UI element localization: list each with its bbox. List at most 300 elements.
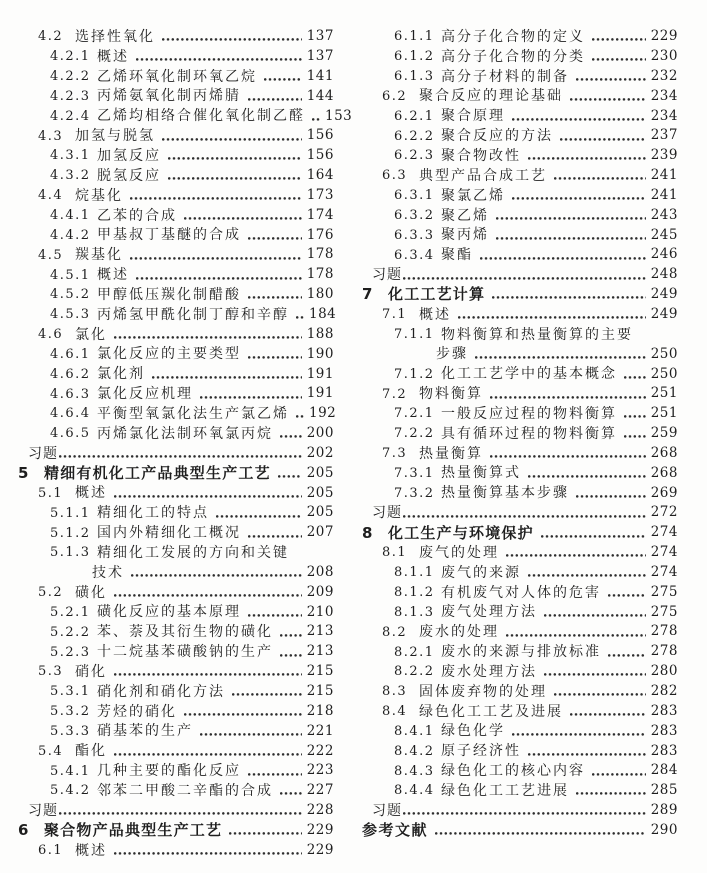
entry-number: 8.4.1 [394, 723, 435, 739]
toc-subsection-entry [18, 106, 353, 126]
entry-page-number: 274 [650, 544, 678, 561]
entry-title: 一般反应过程的物料衡算 [441, 405, 617, 422]
toc-subsection-entry [18, 285, 334, 305]
dot-leader [130, 257, 302, 260]
toc-subsection-entry [18, 206, 334, 226]
entry-page-number: 248 [650, 266, 678, 283]
entry-title: 习题 [372, 267, 402, 284]
entry-page-number: 141 [306, 67, 334, 84]
toc-subsection-entry [362, 67, 678, 87]
toc-section-entry [18, 841, 334, 861]
entry-number: 5.1.3 [50, 545, 91, 561]
entry-title: 乙苯的合成 [97, 207, 177, 224]
toc-section-entry [362, 543, 678, 563]
entry-number: 4.5.3 [50, 307, 91, 323]
toc-exercises-entry [362, 265, 678, 285]
entry-title: 化工工艺计算 [388, 285, 486, 304]
entry-title: 技术 [92, 564, 124, 581]
entry-title: 精细有机化工产品典型生产工艺 [44, 463, 271, 482]
dot-leader [312, 118, 320, 121]
dot-leader [624, 376, 646, 379]
toc-wrapped-entry-line2 [362, 345, 678, 365]
dot-leader [592, 38, 646, 41]
entry-page-number: 202 [306, 444, 334, 461]
toc-section-entry [362, 384, 678, 404]
entry-page-number: 173 [306, 186, 334, 203]
entry-number: 8.2.1 [394, 644, 435, 660]
dot-leader [403, 515, 646, 518]
dot-leader [114, 852, 302, 855]
entry-title: 硝基苯的生产 [97, 723, 193, 740]
entry-number: 5.2.2 [50, 624, 91, 640]
entry-number: 5.1.2 [50, 525, 91, 541]
toc-subsection-entry [362, 781, 678, 801]
entry-number: 7 [362, 285, 373, 304]
entry-title: 几种主要的酯化反应 [97, 763, 241, 780]
toc-subsection-entry [18, 602, 334, 622]
entry-title: 参考文献 [362, 821, 429, 840]
toc-subsection-entry [362, 583, 678, 603]
entry-number: 6.2.3 [394, 148, 435, 164]
entry-title: 乙烯均相络合催化氧化制乙醛 [97, 108, 305, 125]
dot-leader [114, 753, 302, 756]
toc-subsection-entry [18, 722, 334, 742]
toc-subsection-entry [362, 483, 678, 503]
entry-number: 6.3.2 [394, 208, 435, 224]
entry-number: 6.2.1 [394, 108, 435, 124]
entry-page-number: 278 [650, 623, 678, 640]
toc-references-entry [362, 821, 678, 841]
toc-subsection-entry [18, 265, 334, 285]
toc-subsection-entry [362, 424, 678, 444]
entry-title: 物料衡算 [419, 386, 483, 403]
dot-leader [232, 693, 302, 696]
entry-number: 5.3.1 [50, 684, 91, 700]
entry-page-number: 280 [650, 663, 678, 680]
entry-page-number: 289 [650, 802, 678, 819]
toc-wrapped-entry-line1 [18, 543, 334, 563]
dot-leader [541, 535, 646, 538]
dot-leader [184, 217, 302, 220]
entry-title: 硝化 [75, 663, 107, 680]
entry-number: 4.2.3 [50, 88, 91, 104]
entry-number: 8.4 [382, 704, 408, 720]
entry-number: 4.5.1 [50, 267, 91, 283]
toc-column-right [362, 27, 678, 860]
toc-subsection-entry [362, 186, 678, 206]
entry-page-number: 164 [306, 167, 334, 184]
entry-number: 7.1.1 [394, 327, 435, 343]
dot-leader [458, 316, 646, 319]
entry-page-number: 210 [306, 603, 334, 620]
toc-subsection-entry [18, 761, 334, 781]
dot-leader [136, 277, 302, 280]
dot-leader [168, 157, 302, 160]
toc-section-entry [18, 186, 334, 206]
dot-leader [554, 693, 646, 696]
entry-page-number: 251 [650, 385, 678, 402]
entry-page-number: 221 [306, 722, 334, 739]
entry-number: 8.4.2 [394, 743, 435, 759]
entry-title: 废气的处理 [419, 544, 499, 561]
dot-leader [403, 277, 646, 280]
toc-subsection-entry [362, 106, 678, 126]
toc-subsection-entry [18, 364, 334, 384]
toc-subsection-entry [362, 364, 678, 384]
toc-section-entry [362, 87, 678, 107]
entry-number: 5.4.1 [50, 763, 91, 779]
entry-page-number: 178 [306, 246, 334, 263]
entry-number: 8.4.4 [394, 783, 435, 799]
entry-page-number: 239 [650, 147, 678, 164]
entry-page-number: 272 [650, 504, 678, 521]
entry-title: 化工工艺学中的基本概念 [441, 366, 617, 383]
entry-page-number: 246 [650, 246, 678, 263]
entry-title: 脱氢反应 [97, 167, 161, 184]
toc-section-entry [362, 622, 678, 642]
entry-title: 概述 [75, 485, 107, 502]
entry-title: 绿色化工工艺进展 [441, 782, 569, 799]
toc-subsection-entry [18, 682, 334, 702]
entry-number: 8 [362, 523, 373, 542]
entry-number: 8.1.1 [394, 565, 435, 581]
entry-number: 6.1.3 [394, 69, 435, 85]
toc-exercises-entry [18, 801, 334, 821]
dot-leader [130, 197, 302, 200]
entry-page-number: 259 [650, 425, 678, 442]
toc-subsection-entry [18, 67, 334, 87]
entry-title: 习题 [28, 802, 58, 819]
dot-leader [490, 396, 646, 399]
toc-subsection-entry [362, 225, 678, 245]
entry-title: 化工生产与环境保护 [388, 523, 534, 542]
entry-page-number: 268 [650, 464, 678, 481]
entry-page-number: 178 [306, 266, 334, 283]
entry-number: 5.1 [38, 485, 64, 501]
toc-subsection-entry [362, 761, 678, 781]
entry-number: 8.4.3 [394, 763, 435, 779]
toc-subsection-entry [18, 642, 334, 662]
entry-number: 4.2.1 [50, 49, 91, 65]
entry-title: 有机废气对人体的危害 [441, 584, 601, 601]
toc-subsection-entry [18, 702, 334, 722]
entry-title: 习题 [28, 445, 58, 462]
entry-page-number: 200 [306, 425, 334, 442]
dot-leader [296, 316, 304, 319]
entry-number: 5.3.2 [50, 704, 91, 720]
dot-leader [554, 177, 646, 180]
entry-page-number: 222 [306, 742, 334, 759]
toc-chapter-entry [362, 523, 678, 543]
dot-leader [512, 197, 646, 200]
entry-number: 8.1.2 [394, 585, 435, 601]
toc-exercises-entry [18, 444, 334, 464]
entry-number: 7.2 [382, 386, 408, 402]
entry-title: 氯化剂 [97, 366, 145, 383]
dot-leader [506, 554, 646, 557]
dot-leader [280, 634, 302, 637]
dot-leader [114, 594, 302, 597]
entry-page-number: 250 [650, 365, 678, 382]
dot-leader [59, 812, 302, 815]
entry-page-number: 268 [650, 444, 678, 461]
dot-leader [528, 574, 646, 577]
entry-number: 5.4 [38, 743, 64, 759]
toc-section-entry [18, 583, 334, 603]
entry-page-number: 283 [650, 702, 678, 719]
entry-page-number: 180 [306, 286, 334, 303]
entry-number: 8.1 [382, 545, 408, 561]
dot-leader [544, 614, 646, 617]
toc-subsection-entry [362, 126, 678, 146]
entry-number: 5.2 [38, 585, 64, 601]
entry-number: 5.1.1 [50, 505, 91, 521]
dot-leader [131, 574, 302, 577]
entry-number: 4.4 [38, 188, 64, 204]
dot-leader [592, 58, 646, 61]
entry-number: 6.1.1 [394, 29, 435, 45]
entry-number: 6 [18, 821, 29, 840]
entry-number: 7.2.2 [394, 426, 435, 442]
entry-title: 聚丙烯 [441, 227, 489, 244]
entry-page-number: 174 [306, 206, 334, 223]
dot-leader [435, 832, 646, 835]
toc-subsection-entry [18, 424, 334, 444]
entry-page-number: 290 [650, 821, 678, 838]
toc-section-entry [18, 662, 334, 682]
toc-subsection-entry [362, 563, 678, 583]
toc-section-entry [18, 27, 334, 47]
entry-title: 热量衡算式 [441, 465, 521, 482]
entry-number: 4.4.1 [50, 208, 91, 224]
entry-page-number: 241 [650, 186, 678, 203]
toc-subsection-entry [362, 245, 678, 265]
toc-chapter-entry [362, 285, 678, 305]
entry-number: 7.3 [382, 446, 408, 462]
dot-leader [59, 455, 302, 458]
entry-number: 4.6.4 [50, 406, 91, 422]
entry-title: 酯化 [75, 743, 107, 760]
entry-page-number: 223 [306, 762, 334, 779]
dot-leader [512, 118, 646, 121]
entry-number: 6.3.1 [394, 188, 435, 204]
dot-leader [280, 792, 302, 795]
entry-page-number: 283 [650, 722, 678, 739]
entry-title: 习题 [372, 802, 402, 819]
entry-number: 4.3.1 [50, 148, 91, 164]
dot-leader [248, 614, 302, 617]
dot-leader [480, 257, 646, 260]
dot-leader [114, 336, 302, 339]
dot-leader [248, 773, 302, 776]
entry-title: 硝化剂和硝化方法 [97, 683, 225, 700]
toc-subsection-entry [18, 622, 334, 642]
toc-subsection-entry [18, 404, 337, 424]
entry-page-number: 205 [306, 504, 334, 521]
entry-number: 4.6.5 [50, 426, 91, 442]
dot-leader [570, 713, 646, 716]
dot-leader [280, 654, 302, 657]
dot-leader [492, 296, 646, 299]
entry-title: 概述 [419, 306, 451, 323]
entry-title: 固体废弃物的处理 [419, 683, 547, 700]
entry-page-number: 205 [306, 464, 334, 481]
toc-chapter-entry [18, 464, 334, 484]
entry-title: 废水的来源与排放标准 [441, 644, 601, 661]
entry-title: 丙烯氢甲酰化制丁醇和辛醇 [97, 306, 289, 323]
dot-leader [512, 733, 646, 736]
entry-page-number: 228 [306, 802, 334, 819]
toc-subsection-entry [362, 146, 678, 166]
entry-number: 7.1 [382, 307, 408, 323]
entry-page-number: 249 [650, 305, 678, 322]
toc-section-entry [362, 682, 678, 702]
entry-title: 加氢与脱氢 [75, 128, 155, 145]
dot-leader [528, 475, 646, 478]
entry-number: 6.2 [382, 88, 408, 104]
dot-leader [475, 356, 646, 359]
toc-subsection-entry [362, 722, 678, 742]
entry-title: 羰基化 [75, 247, 123, 264]
entry-title: 聚合反应的理论基础 [419, 88, 563, 105]
entry-page-number: 218 [306, 702, 334, 719]
entry-page-number: 275 [650, 583, 678, 600]
entry-title: 废气的来源 [441, 564, 521, 581]
entry-number: 4.2.2 [50, 69, 91, 85]
dot-leader [576, 792, 646, 795]
dot-leader [608, 654, 646, 657]
toc-subsection-entry [18, 166, 334, 186]
toc-section-entry [18, 741, 334, 761]
entry-page-number: 137 [306, 48, 334, 65]
entry-title: 丙烯氨氧化制丙烯腈 [97, 88, 241, 105]
entry-number: 8.1.3 [394, 604, 435, 620]
entry-page-number: 274 [650, 563, 678, 580]
toc-subsection-entry [18, 523, 334, 543]
dot-leader [114, 495, 302, 498]
entry-title: 精细化工发展的方向和关键 [97, 544, 289, 561]
entry-page-number: 213 [306, 623, 334, 640]
dot-leader [136, 58, 302, 61]
entry-title: 概述 [75, 842, 107, 859]
entry-number: 4.4.2 [50, 227, 91, 243]
toc-section-entry [18, 483, 334, 503]
entry-page-number: 230 [650, 48, 678, 65]
entry-page-number: 278 [650, 643, 678, 660]
entry-number: 4.5 [38, 247, 64, 263]
dot-leader [248, 237, 302, 240]
toc-subsection-entry [18, 87, 334, 107]
entry-title: 高分子化合物的分类 [441, 48, 585, 65]
entry-title: 精细化工的特点 [97, 505, 209, 522]
entry-page-number: 213 [306, 643, 334, 660]
toc-subsection-entry [362, 206, 678, 226]
entry-page-number: 209 [306, 583, 334, 600]
entry-number: 8.2 [382, 624, 408, 640]
entry-title: 十二烷基苯磺酸钠的生产 [97, 644, 273, 661]
entry-page-number: 229 [306, 841, 334, 858]
toc-section-entry [18, 126, 334, 146]
entry-page-number: 192 [309, 405, 337, 422]
entry-title: 氯化反应机理 [97, 386, 193, 403]
entry-title: 聚合反应的方法 [441, 128, 553, 145]
entry-page-number: 229 [650, 28, 678, 45]
dot-leader [490, 455, 646, 458]
toc-wrapped-entry-line2 [18, 563, 334, 583]
toc-subsection-entry [18, 384, 334, 404]
entry-page-number: 184 [309, 305, 337, 322]
entry-page-number: 275 [650, 603, 678, 620]
dot-leader [200, 396, 302, 399]
entry-page-number: 229 [306, 821, 334, 838]
entry-title: 概述 [97, 48, 129, 65]
entry-title: 典型产品合成工艺 [419, 167, 547, 184]
dot-leader [152, 376, 302, 379]
dot-leader [506, 634, 646, 637]
dot-leader [403, 812, 646, 815]
toc-subsection-entry [362, 464, 678, 484]
dot-leader [576, 495, 646, 498]
entry-title: 磺化反应的基本原理 [97, 604, 241, 621]
entry-page-number: 153 [325, 107, 353, 124]
entry-page-number: 251 [650, 405, 678, 422]
entry-number: 4.5.2 [50, 287, 91, 303]
entry-title: 氯化 [75, 326, 107, 343]
toc-subsection-entry [362, 662, 678, 682]
entry-page-number: 156 [306, 147, 334, 164]
toc-subsection-entry [362, 602, 678, 622]
entry-title: 甲醇低压羰化制醋酸 [97, 286, 241, 303]
dot-leader [248, 98, 302, 101]
toc-column-left [18, 27, 353, 860]
dot-leader [528, 157, 646, 160]
entry-title: 烷基化 [75, 187, 123, 204]
entry-page-number: 215 [306, 683, 334, 700]
entry-number: 4.3 [38, 128, 64, 144]
toc-subsection-entry [18, 503, 334, 523]
entry-number: 8.2.2 [394, 664, 435, 680]
toc-exercises-entry [362, 801, 678, 821]
entry-page-number: 283 [650, 742, 678, 759]
entry-title: 聚合物改性 [441, 147, 521, 164]
entry-title: 磺化 [75, 584, 107, 601]
dot-leader [184, 713, 302, 716]
entry-number: 8.3 [382, 684, 408, 700]
dot-leader [216, 515, 302, 518]
toc-section-entry [18, 325, 334, 345]
entry-page-number: 243 [650, 206, 678, 223]
toc-exercises-entry [362, 503, 678, 523]
dot-leader [576, 78, 646, 81]
entry-title: 平衡型氧氯化法生产氯乙烯 [97, 405, 289, 422]
entry-page-number: 284 [650, 762, 678, 779]
entry-page-number: 207 [306, 524, 334, 541]
toc-subsection-entry [362, 27, 678, 47]
dot-leader [296, 415, 304, 418]
entry-title: 芳烃的硝化 [97, 703, 177, 720]
dot-leader [162, 138, 302, 141]
dot-leader [114, 673, 302, 676]
toc-chapter-entry [18, 821, 334, 841]
entry-title: 绿色化学 [441, 723, 505, 740]
toc-subsection-entry [362, 404, 678, 424]
entry-title: 绿色化工工艺及进展 [419, 703, 563, 720]
entry-title: 国内外精细化工概况 [97, 525, 241, 542]
entry-number: 6.1.2 [394, 49, 435, 65]
entry-page-number: 227 [306, 782, 334, 799]
entry-title: 物料衡算和热量衡算的主要 [441, 326, 633, 343]
entry-page-number: 234 [650, 107, 678, 124]
